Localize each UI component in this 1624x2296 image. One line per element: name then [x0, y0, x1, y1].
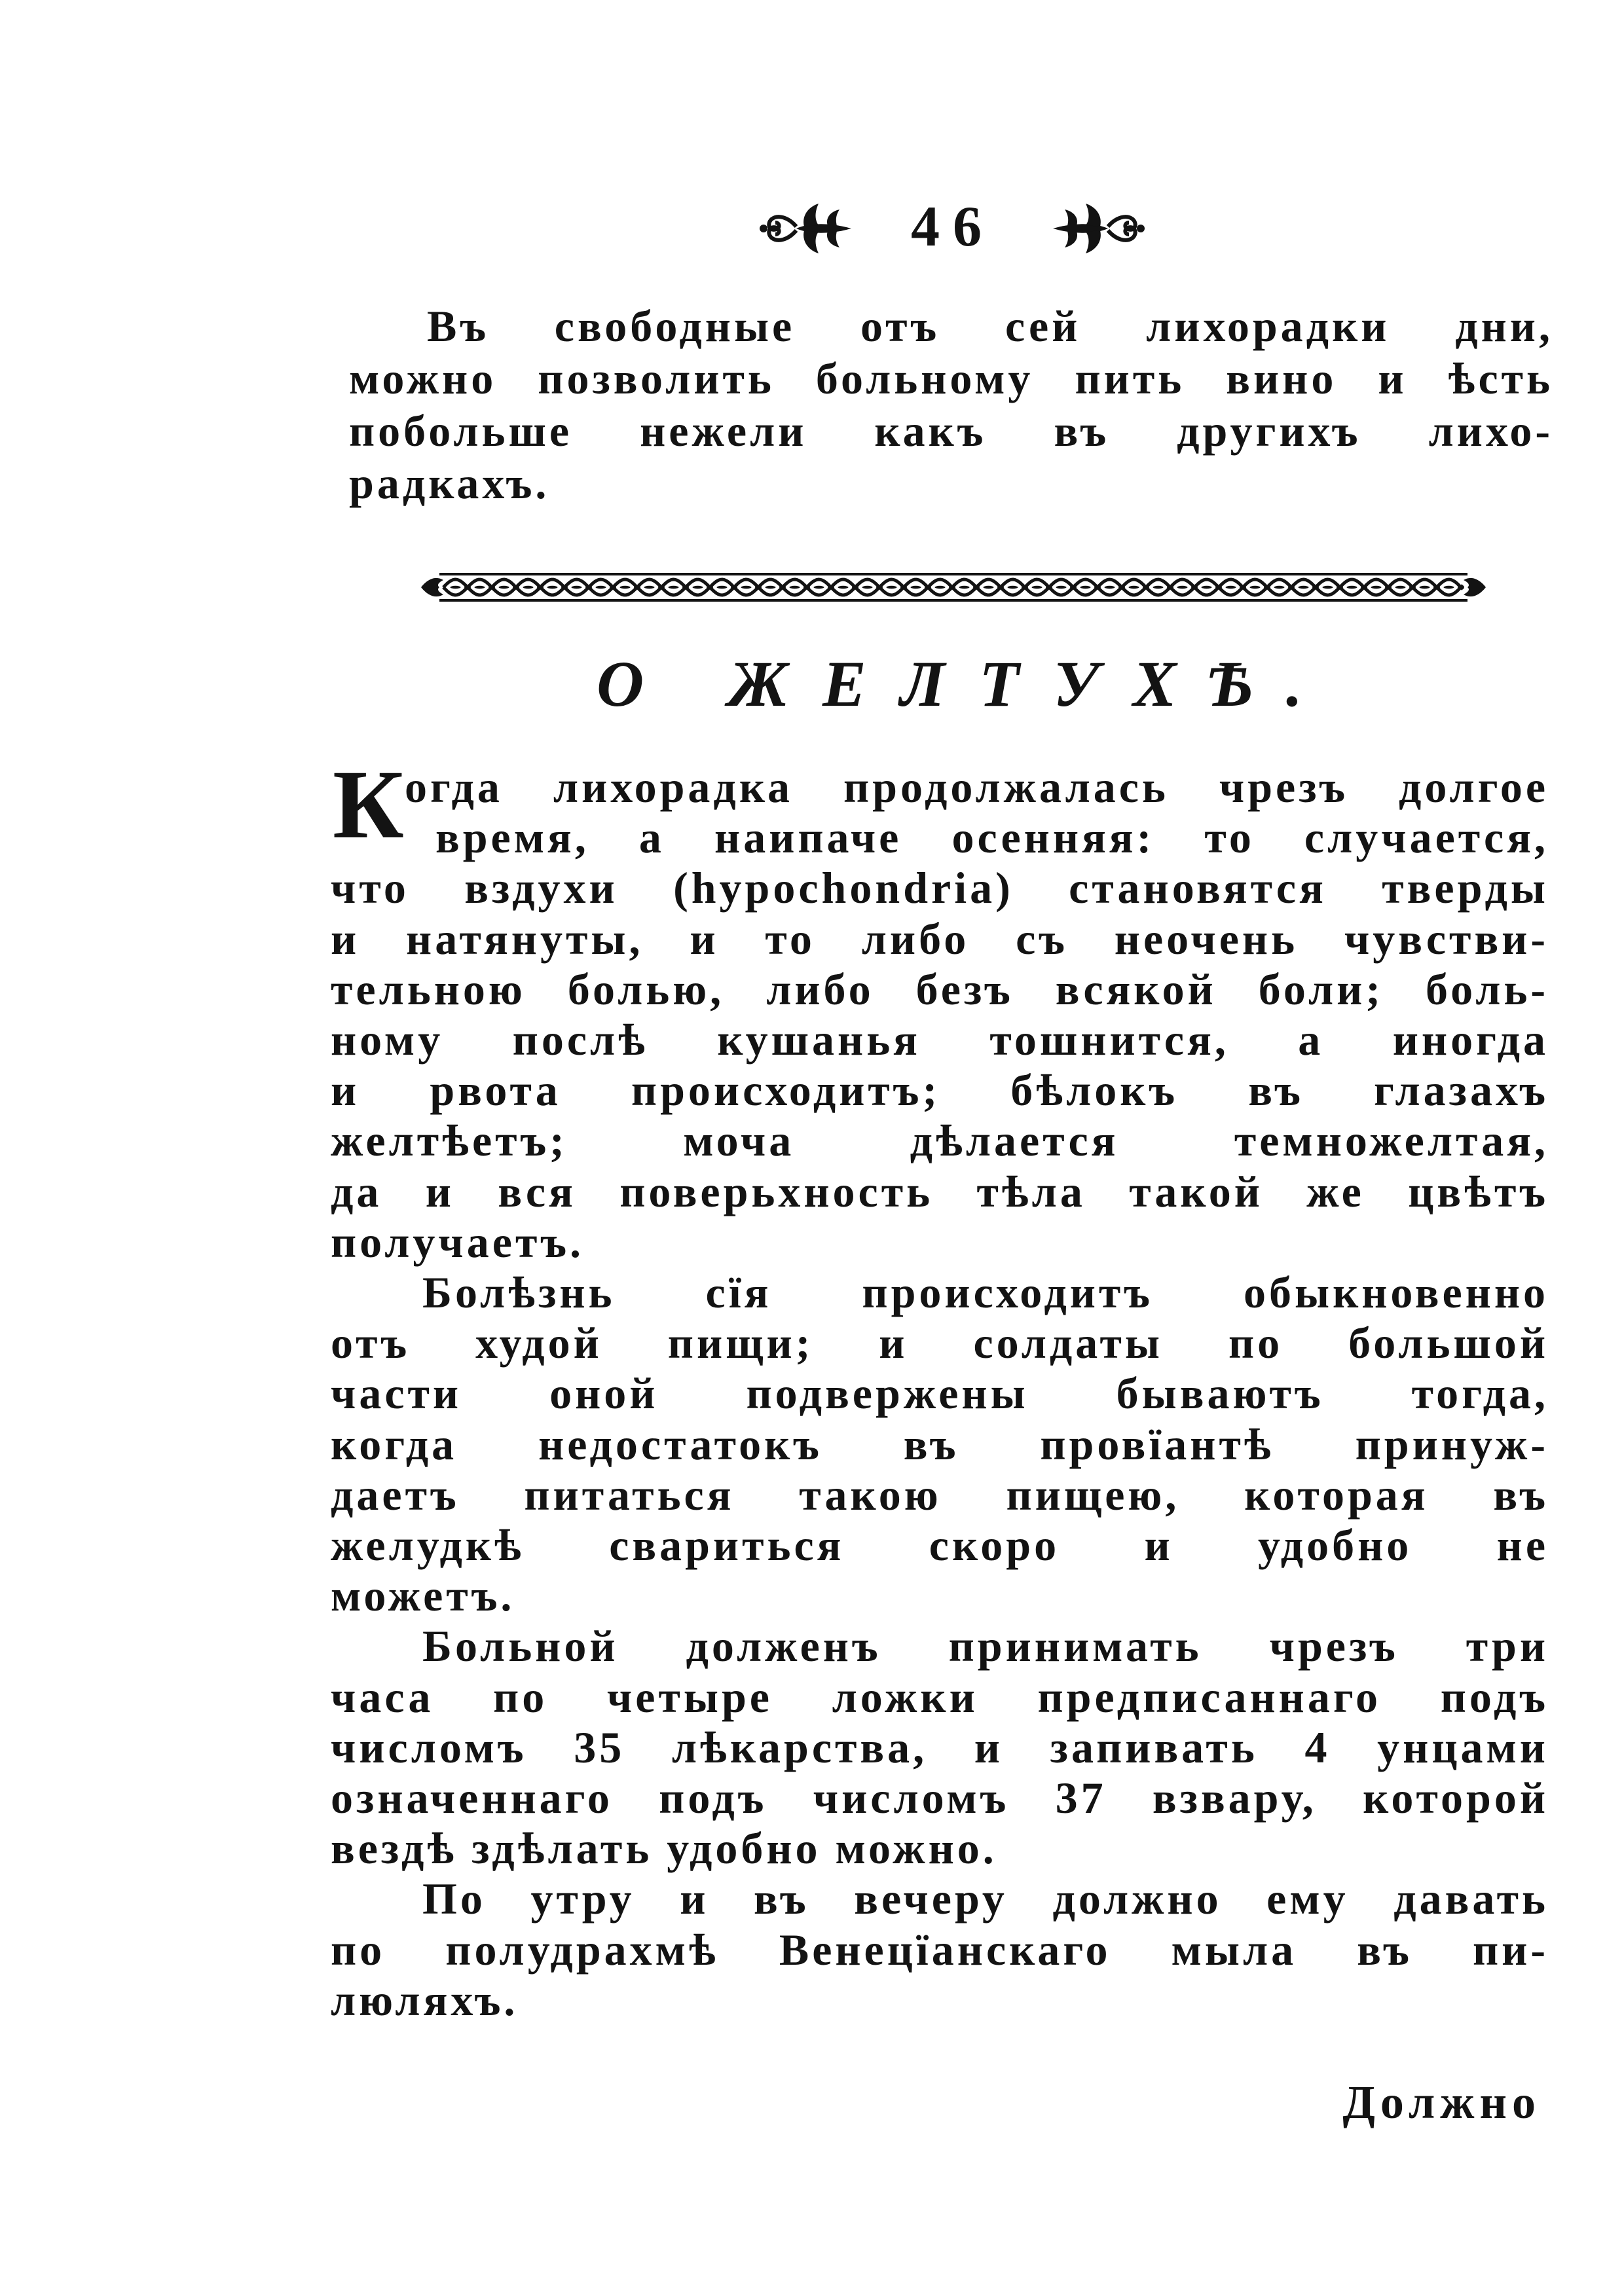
rule-leaf — [1274, 586, 1285, 589]
text-line: тельною болью, либо безъ всякой боли; боль- — [331, 964, 1549, 1014]
section-title: О ЖЕЛТУХѢ. — [596, 647, 1337, 720]
rule-leaf — [935, 586, 946, 589]
rule-bead — [997, 585, 1004, 590]
rule-bead — [1167, 585, 1173, 590]
rule-leaf — [1008, 586, 1018, 589]
fleuron-left-icon — [758, 198, 854, 260]
ornamental-rule — [420, 571, 1487, 604]
rule-leaf — [499, 586, 509, 589]
rule-bead — [1046, 585, 1052, 590]
rule-bead — [1070, 585, 1077, 590]
text-line: желудкѣ свариться скоро и удобно не — [331, 1520, 1549, 1571]
rule-leaf — [1202, 586, 1212, 589]
rule-bead — [828, 585, 834, 590]
text-line: Болѣзнь сїя происходитъ обыкновенно — [422, 1267, 1549, 1318]
text-line: да и вся поверьхность тѣла такой же цвѣтъ — [331, 1166, 1549, 1216]
rule-leaf — [911, 586, 921, 589]
paragraph — [331, 762, 1549, 1267]
rule-leaf — [838, 586, 849, 589]
text-line: части оной подвержены бываютъ тогда, — [331, 1368, 1549, 1419]
rule-bead — [779, 585, 786, 590]
text-line: и натянуты, и то либо съ неочень чувстви- — [331, 913, 1549, 964]
text-line: когда недостатокъ въ провїантѣ принуж- — [331, 1419, 1549, 1469]
rule-leaf — [644, 586, 655, 589]
text-line: числомъ 35 лѣкарства, и запивать 4 унцами — [331, 1722, 1549, 1772]
rule-bead — [876, 585, 883, 590]
text-line: Больной долженъ принимать чрезъ три — [422, 1621, 1549, 1671]
text-line: получаетъ. — [331, 1216, 585, 1267]
rule-leaf — [1299, 586, 1309, 589]
rule-leaf — [1371, 586, 1382, 589]
fleuron-left-icon — [758, 198, 854, 260]
rule-bead — [1312, 585, 1319, 590]
text-line: люляхъ. — [331, 1975, 519, 2025]
rule-leaf — [669, 586, 679, 589]
rule-leaf — [596, 586, 606, 589]
rule-leaf — [1129, 586, 1139, 589]
text-line: по полудрахмѣ Венецїанскаго мыла въ пи- — [331, 1924, 1549, 1975]
rule-bead — [973, 585, 980, 590]
rule-bead — [489, 585, 495, 590]
rule-end-right — [1464, 578, 1486, 596]
rule-bead — [1264, 585, 1270, 590]
rule-bead — [707, 585, 713, 590]
rule-leaf — [620, 586, 631, 589]
text-line: можно позволить больному пить вино и ѣсть — [349, 354, 1553, 403]
rule-bead — [610, 585, 616, 590]
text-line: радкахъ. — [349, 458, 550, 508]
rule-leaf — [814, 586, 824, 589]
rule-leaf — [1395, 586, 1406, 589]
rule-bead — [1458, 585, 1464, 590]
text-line: ному послѣ кушанья тошнится, а иногда — [331, 1015, 1549, 1065]
text-line: отъ худой пищи; и солдаты по большой — [331, 1318, 1549, 1368]
rule-leaf — [1444, 586, 1454, 589]
rule-leaf — [693, 586, 703, 589]
text-line: Въ свободные отъ сей лихорадки дни, — [427, 301, 1553, 351]
drop-cap: К — [333, 750, 404, 859]
text-line: и рвота происходитъ; бѣлокъ въ глазахъ — [331, 1065, 1549, 1116]
text-line: означеннаго подъ числомъ 37 взвару, которой — [331, 1773, 1549, 1823]
fleuron-right-icon — [1050, 198, 1146, 260]
rule-bead — [561, 585, 568, 590]
rule-bead — [1215, 585, 1222, 590]
text-line: вездѣ здѣлать удобно можно. — [331, 1823, 997, 1874]
paragraph — [331, 1874, 1549, 2026]
rule-bead — [634, 585, 640, 590]
rule-leaf — [717, 586, 728, 589]
text-line: время, а наипаче осенняя: то случается, — [435, 812, 1549, 863]
rule-leaf — [1153, 586, 1164, 589]
rule-bead — [1240, 585, 1246, 590]
rule-leaf — [1056, 586, 1067, 589]
rule-leaf — [547, 586, 558, 589]
rule-bead — [1094, 585, 1101, 590]
page-number: 46 — [911, 195, 995, 259]
text-line: желтѣетъ; моча дѣлается темножелтая, — [331, 1116, 1549, 1166]
rule-leaf — [451, 586, 461, 589]
rule-bead — [537, 585, 544, 590]
rule-leaf — [1323, 586, 1333, 589]
catchword: Должно — [1342, 2076, 1541, 2128]
paragraph — [331, 1267, 1549, 1621]
rule-bead — [1337, 585, 1343, 590]
rule-leaf — [1177, 586, 1188, 589]
rule-leaf — [790, 586, 800, 589]
rule-bead — [1433, 585, 1440, 590]
rule-bead — [900, 585, 907, 590]
rule-bead — [803, 585, 810, 590]
rule-bead — [1022, 585, 1028, 590]
paragraph — [331, 1621, 1549, 1874]
fleuron-right-icon — [1050, 198, 1146, 260]
rule-leaf — [1105, 586, 1115, 589]
rule-bead — [1385, 585, 1392, 590]
rule-leaf — [1347, 586, 1357, 589]
rule-bead — [513, 585, 519, 590]
rule-leaf — [572, 586, 582, 589]
text-line: огда лихорадка продолжалась чрезъ долгое — [405, 762, 1549, 812]
text-line: даетъ питаться такою пищею, которая въ — [331, 1469, 1549, 1520]
text-line: часа по четыре ложки предписаннаго подъ — [331, 1671, 1549, 1722]
rule-bead — [1143, 585, 1149, 590]
rule-bead — [852, 585, 858, 590]
rule-end-left — [421, 578, 443, 596]
rule-bead — [1409, 585, 1416, 590]
rule-bead — [658, 585, 665, 590]
rule-bead — [755, 585, 762, 590]
rule-leaf — [1420, 586, 1430, 589]
section-body — [331, 762, 1549, 2026]
rule-leaf — [862, 586, 873, 589]
rule-bead — [731, 585, 737, 590]
text-line: По утру и въ вечеру должно ему давать — [422, 1874, 1549, 1924]
rule-bead — [1361, 585, 1367, 590]
rule-bead — [925, 585, 931, 590]
ornamental-rule — [420, 571, 1487, 604]
rule-leaf — [1226, 586, 1236, 589]
rule-leaf — [1032, 586, 1043, 589]
rule-leaf — [887, 586, 897, 589]
rule-leaf — [1080, 586, 1091, 589]
rule-leaf — [984, 586, 994, 589]
text-line: что вздухи (hypochondria) становятся тверды — [331, 863, 1549, 913]
rule-bead — [949, 585, 955, 590]
intro-paragraph — [349, 300, 1553, 509]
rule-bead — [682, 585, 689, 590]
rule-leaf — [475, 586, 485, 589]
rule-bead — [1118, 585, 1125, 590]
text-line: можетъ. — [331, 1571, 515, 1621]
text-line: побольше нежели какъ въ другихъ лихо- — [349, 406, 1553, 456]
rule-leaf — [766, 586, 776, 589]
rule-bead — [1191, 585, 1198, 590]
rule-bead — [464, 585, 471, 590]
rule-leaf — [1250, 586, 1261, 589]
rule-leaf — [959, 586, 970, 589]
rule-leaf — [741, 586, 752, 589]
rule-leaf — [523, 586, 534, 589]
rule-bead — [1288, 585, 1295, 590]
rule-bead — [585, 585, 592, 590]
